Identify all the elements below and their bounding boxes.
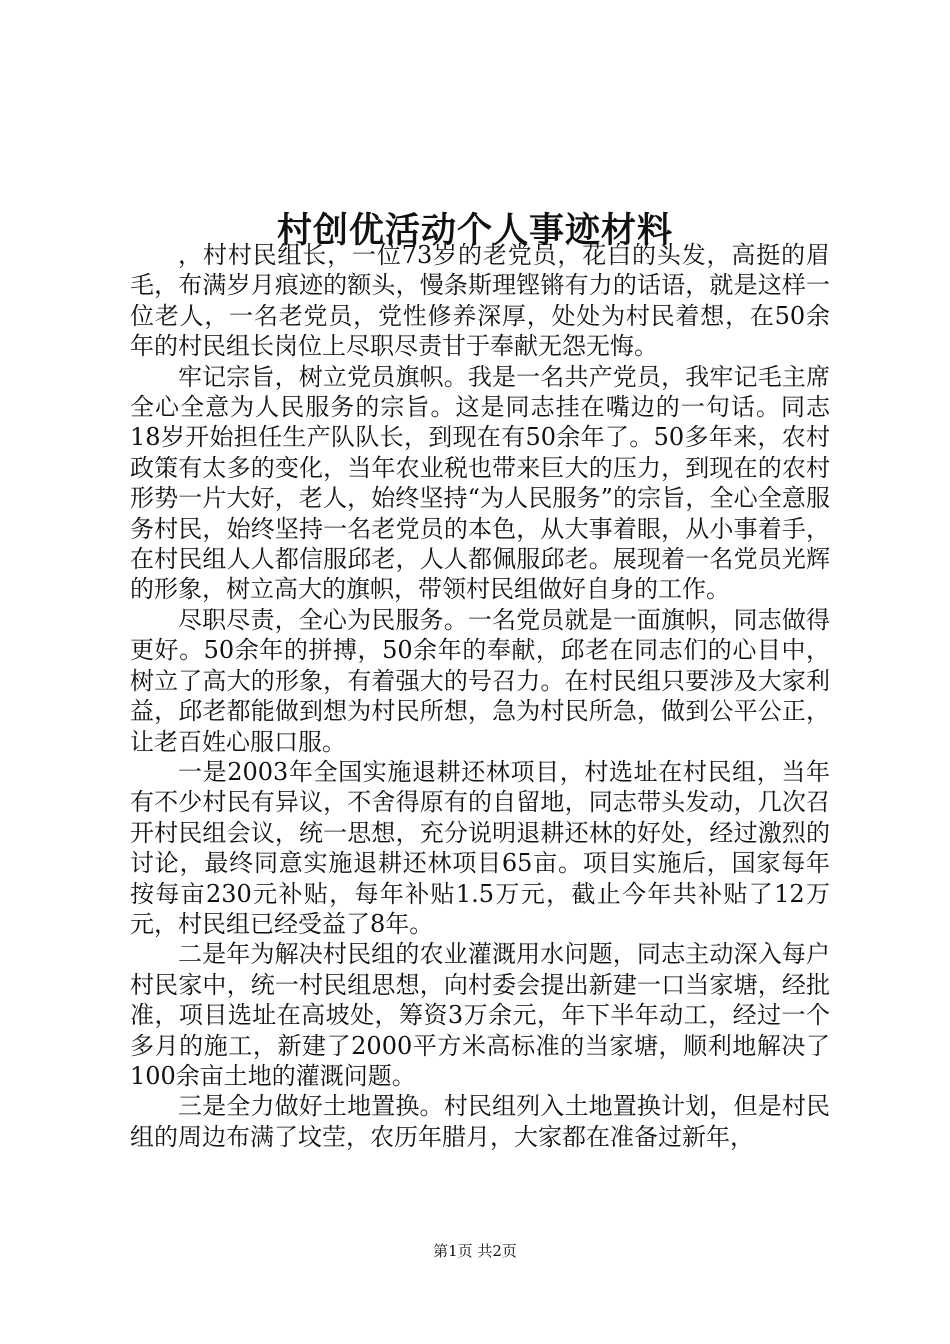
paragraph-purpose: 牢记宗旨，树立党员旗帜。我是一名共产党员，我牢记毛主席全心全意为人民服务的宗旨。这是同志挂在嘴边的一句话。同志18岁开始担任生产队队长，到现在有50余年了。50多年来，农村政策有太多的变化，当年农业税也带来巨大的压力，到现在的农村形势一片大好，老人，始终坚持“为人民服务”的宗旨，全心全意服务村民，始终坚持一名老党员的本色，从大事着眼，从小事着手，在村民组人人都信服邱老，人人都佩服邱老。展现着一名党员光辉的形象，树立高大的旗帜，带领村民组做好自身的工作。 [130, 362, 830, 604]
document-title: 村创优活动个人事迹材料 [276, 210, 673, 252]
paragraph-example-two: 二是年为解决村民组的农业灌溉用水问题，同志主动深入每户村民家中，统一村民组思想，向村委会提出新建一口当家塘，经批准，项目选址在高坡处，筹资3万余元，年下半年动工，经过一个多月的施工，新建了2000平方米高标准的当家塘，顺利地解决了100余亩土地的灌溉问题。 [130, 940, 830, 1090]
paragraph-example-three: 三是全力做好土地置换。村民组列入土地置换计划，但是村民组的周边布满了坟茔，农历年腊月，大家都在准备过新年， [130, 1092, 830, 1151]
paragraph-example-one: 一是2003年全国实施退耕还林项目，村选址在村民组，当年有不少村民有异议，不舍得原有的自留地，同志带头发动，几次召开村民组会议，统一思想，充分说明退耕还林的好处，经过激烈的讨论，最终同意实施退耕还林项目65亩。项目实施后，国家每年按每亩230元补贴，每年补贴1.5万元，截止今年共补贴了12万元，村民组已经受益了8年。 [130, 757, 830, 938]
paragraph-intro: ，村村民组长，一位73岁的老党员，花白的头发，高挺的眉毛，布满岁月痕迹的额头，慢条斯理铿锵有力的话语，就是这样一位老人，一名老党员，党性修养深厚，处处为村民着想，在50余年的村民组长岗位上尽职尽责甘于奉献无怨无悔。 [130, 241, 830, 361]
paragraph-duty: 尽职尽责，全心为民服务。一名党员就是一面旗帜，同志做得更好。50余年的拼搏，50余年的奉献，邱老在同志们的心目中，树立了高大的形象，有着强大的号召力。在村民组只要涉及大家利益，邱老都能做到想为村民所想，急为村民所急，做到公平公正，让老百姓心服口服。 [130, 605, 830, 756]
page-footer: 第1页 共2页 [433, 1242, 517, 1260]
document-body [130, 240, 830, 1152]
